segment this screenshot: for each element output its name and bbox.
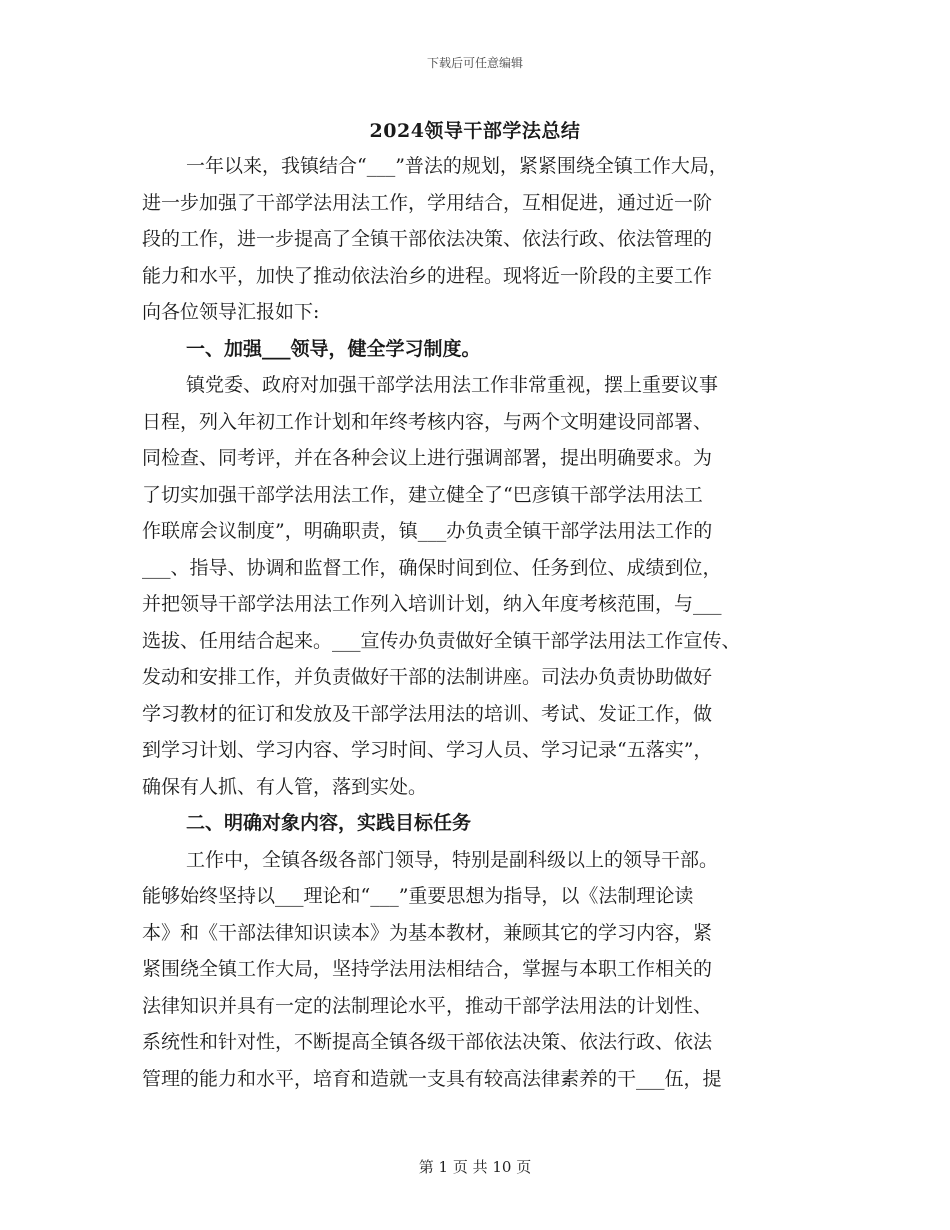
section-heading: 一、加强___领导，健全学习制度。 xyxy=(186,337,481,360)
paragraph-line: 向各位领导汇报如下: xyxy=(142,301,320,323)
paragraph-line: 进一步加强了干部学法用法工作，学用结合，互相促进，通过近一阶 xyxy=(142,191,713,214)
paragraph-line: 系统性和针对性，不断提高全镇各级干部依法决策、依法行政、依法 xyxy=(142,1031,713,1053)
paragraph-line: 法律知识并具有一定的法制理论水平，推动干部学法用法的计划性、 xyxy=(142,994,713,1017)
paragraph-line: 镇党委、政府对加强干部学法用法工作非常重视，摆上重要议事 xyxy=(186,374,719,396)
paragraph-line: 能够始终坚持以___理论和“___”重要思想为指导，以《法制理论读 xyxy=(142,885,694,907)
document-body xyxy=(142,148,822,1097)
paragraph-line: 了切实加强干部学法用法工作，建立健全了“巴彦镇干部学法用法工 xyxy=(142,483,703,506)
paragraph-line: 发动和安排工作，并负责做好干部的法制讲座。司法办负责协助做好 xyxy=(142,666,713,688)
paragraph-line: 同检查、同考评，并在各种会议上进行强调部署，提出明确要求。为 xyxy=(142,447,713,469)
document-title: 2024领导干部学法总结 xyxy=(369,120,581,142)
paragraph-line: 确保有人抓、有人管，落到实处。 xyxy=(142,775,428,798)
paragraph-line: 学习教材的征订和发放及干部学法用法的培训、考试、发证工作，做 xyxy=(142,702,713,725)
paragraph-line: 并把领导干部学法用法工作列入培训计划，纳入年度考核范围，与___ xyxy=(142,593,722,615)
paragraph-line: 工作中，全镇各级各部门领导，特别是副科级以上的领导干部。 xyxy=(186,848,719,871)
page-footer: 第 1 页 共 10 页 xyxy=(418,1158,532,1176)
paragraph-line: 选拔、任用结合起来。___宣传办负责做好全镇干部学法用法工作宣传、 xyxy=(142,629,741,652)
paragraph-line: 紧围绕全镇工作大局，坚持学法用法相结合，掌握与本职工作相关的 xyxy=(142,958,713,980)
paragraph-line: 一年以来，我镇结合“___”普法的规划，紧紧围绕全镇工作大局， xyxy=(186,155,728,177)
page-header: 下载后可任意编辑 xyxy=(426,56,523,70)
paragraph-line: ___、指导、协调和监督工作，确保时间到位、任务到位、成绩到位， xyxy=(142,556,722,579)
paragraph-line: 管理的能力和水平，培育和造就一支具有较高法律素养的干___伍，提 xyxy=(142,1067,722,1090)
section-heading: 二、明确对象内容，实践目标任务 xyxy=(186,812,472,834)
paragraph-line: 本》和《干部法律知识读本》为基本教材，兼顾其它的学习内容，紧 xyxy=(142,921,713,944)
paragraph-line: 日程，列入年初工作计划和年终考核内容，与两个文明建设同部署、 xyxy=(142,410,713,433)
paragraph-line: 到学习计划、学习内容、学习时间、学习人员、学习记录“五落实”， xyxy=(142,739,713,761)
paragraph-line: 作联席会议制度”，明确职责，镇___办负责全镇干部学法用法工作的 xyxy=(142,520,713,542)
paragraph-line: 段的工作，进一步提高了全镇干部依法决策、依法行政、依法管理的 xyxy=(142,228,713,250)
paragraph-line: 能力和水平，加快了推动依法治乡的进程。现将近一阶段的主要工作 xyxy=(142,264,713,287)
